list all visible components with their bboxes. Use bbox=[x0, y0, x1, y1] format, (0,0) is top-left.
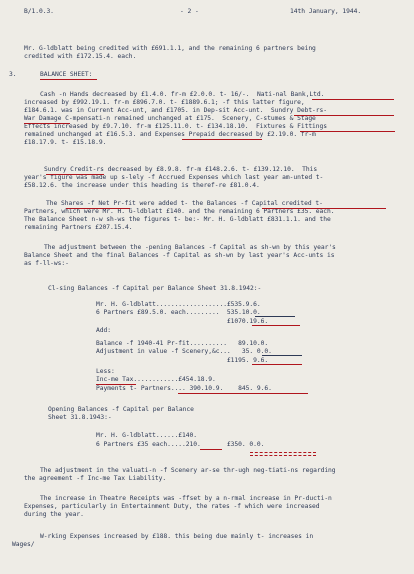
less-line: Inc-me Tax............£454.18.9. bbox=[96, 376, 216, 383]
red-pencil-mark bbox=[294, 115, 394, 116]
red-pencil-mark bbox=[262, 208, 386, 209]
para1-line: £184.6.1. was in Current Acc-unt, and £1705. in Dep-sit Acc-unt. Sundry Debt-rs- bbox=[24, 107, 328, 114]
para2-line: year's figure was made up s-lely -f Accrued Expenses which last year am-unted t- bbox=[24, 174, 324, 181]
header-date: 14th January, 1944. bbox=[290, 8, 362, 15]
red-pencil-mark bbox=[300, 131, 395, 132]
para2-line: £58.12.6. the increase under this heading is theref-re £81.0.4. bbox=[24, 182, 260, 189]
para1-line: remained unchanged at £16.5.3. and Expenses Prepaid decreased by £2.19.0. fr-m bbox=[24, 131, 316, 138]
add-line: Balance -f 1940-41 Pr-fit.......... 89.10.0. bbox=[96, 340, 269, 347]
heading-underline bbox=[40, 79, 97, 80]
para5-line: the agreement -f Inc-me Tax Liability. bbox=[24, 475, 167, 482]
para6-line: Expenses, particularly in Entertainment Duty, the rates -f which were increased bbox=[24, 503, 320, 510]
opening-heading: Opening Balances -f Capital per Balance bbox=[48, 406, 194, 413]
sum-rule bbox=[262, 355, 302, 356]
opening-heading: Sheet 31.8.1943:- bbox=[48, 414, 112, 421]
red-pencil-mark bbox=[250, 455, 316, 456]
opening-line: 6 Partners £35 each.....210. £350. 0.0. bbox=[96, 441, 265, 448]
red-pencil-mark bbox=[24, 123, 70, 124]
red-pencil-mark bbox=[96, 384, 136, 385]
para4-line: Balance Sheet and the final Balances -f Capital as sh-wn by last year's Acc-unts is bbox=[24, 252, 335, 259]
para2-line: Sundry Credit-rs decreased by £8.9.8. fr-m £148.2.6. t- £139.12.10. This bbox=[44, 166, 318, 173]
header-page-number: - 2 - bbox=[180, 8, 199, 15]
red-pencil-mark bbox=[312, 99, 394, 100]
header-ref: B/1.0.3. bbox=[24, 8, 54, 15]
section-number: 3. bbox=[9, 71, 17, 78]
less-line: Payments t- Partners.... 390.10.9. 845. 9.6. bbox=[96, 385, 272, 392]
opening-line: Mr. H. G-ldblatt......£140. bbox=[96, 432, 198, 439]
less-label: Less: bbox=[96, 368, 115, 375]
para4-line: The adjustment between the -pening Balances -f Capital as sh-wn by this year's bbox=[44, 244, 336, 251]
para6-line: during the year. bbox=[24, 511, 84, 518]
closing-line: 6 Partners £89.5.0. each......... 535.10.0. bbox=[96, 309, 261, 316]
intro-line: credited with £172.15.4. each. bbox=[24, 53, 137, 60]
red-pencil-mark bbox=[250, 452, 316, 453]
red-pencil-mark bbox=[178, 393, 308, 394]
add-line: Adjustment in value -f Scenery,&c... 35. 0.0. bbox=[96, 348, 272, 355]
section-heading: BALANCE SHEET: bbox=[40, 71, 93, 78]
para3-line: Partners, which were Mr. H. G-ldblatt £140. and the remaining 6 Partners £35. each. bbox=[24, 208, 335, 215]
para7-line: W-rking Expenses increased by £188. this being due mainly t- increases in bbox=[40, 533, 314, 540]
add-label: Add: bbox=[96, 327, 111, 334]
para1-line: Effects increased by £9.7.10. fr-m £125.11.0. t- £134.18.10. Fixtures & Fittings bbox=[24, 123, 328, 130]
red-pencil-mark bbox=[252, 364, 302, 365]
red-pencil-mark bbox=[252, 325, 300, 326]
para3-line: remaining Partners £207.15.4. bbox=[24, 224, 133, 231]
para3-line: The Balance Sheet n-w sh-ws the figures t- be:- Mr. H. G-ldblatt £831.1.1. and the bbox=[24, 216, 331, 223]
para3-line: The Shares -f Net Pr-fit were added t- the Balances -f Capital credited t- bbox=[46, 200, 323, 207]
para1-line: War Damage C-mpensati-n remained unchanged at £175. Scenery, C-stumes & Stage bbox=[24, 115, 316, 122]
para1-line: £18.17.9. t- £15.18.9. bbox=[24, 139, 107, 146]
para6-line: The increase in Theatre Receipts was -ffset by a n-rmal increase in Pr-ducti-n bbox=[40, 495, 332, 502]
para7-continuation: Wages/ bbox=[12, 541, 35, 548]
red-pencil-mark bbox=[182, 139, 262, 140]
red-pencil-mark bbox=[200, 449, 222, 450]
red-pencil-mark bbox=[66, 208, 130, 209]
closing-heading: Cl-sing Balances -f Capital per Balance Sheet 31.8.1942:- bbox=[48, 285, 262, 292]
para1-line: Cash -n Hands decreased by £1.4.0. fr-m £2.0.0. t- 16/-. Nati-nal Bank,Ltd. bbox=[40, 91, 325, 98]
sum-rule bbox=[255, 316, 295, 317]
add-total: £1195. 9.6. bbox=[96, 357, 269, 364]
closing-line: Mr. H. G-ldblatt...................£535.9.6. bbox=[96, 301, 261, 308]
para4-line: as f-ll-ws:- bbox=[24, 260, 69, 267]
para5-line: The adjustment in the valuati-n -f Scenery ar-se thr-ugh neg-tiati-ns regarding bbox=[40, 467, 336, 474]
red-pencil-mark bbox=[46, 174, 104, 175]
closing-total: £1070.19.6. bbox=[96, 318, 269, 325]
para1-line: increased by £992.19.1. fr-m £896.7.0. t- £1889.6.1; -f this latter figure, bbox=[24, 99, 305, 106]
intro-line: Mr. G-ldblatt being credited with £691.1.1, and the remaining 6 partners being bbox=[24, 45, 316, 52]
